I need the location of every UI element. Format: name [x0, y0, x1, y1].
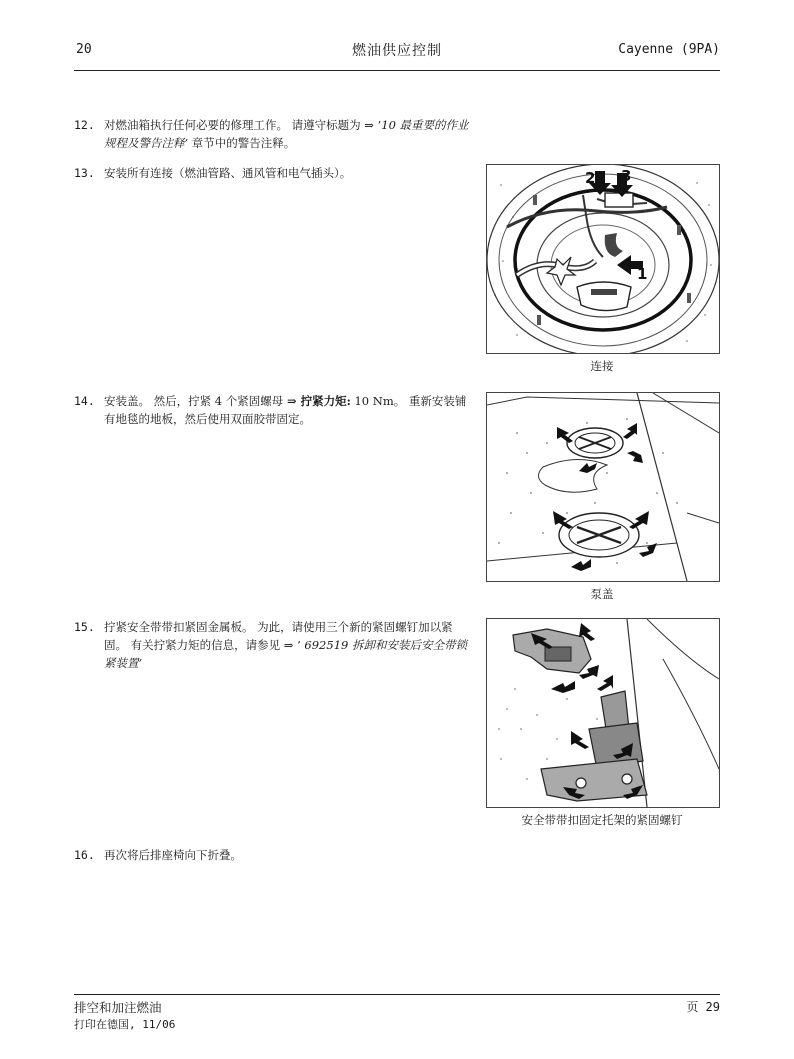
step-number: 16.: [74, 848, 95, 862]
step-16: [74, 846, 474, 864]
step-text: 安装盖。 然后，拧紧 4 个紧固螺母: [104, 394, 287, 408]
step-14: [74, 392, 474, 428]
figure-callout: 2: [585, 169, 596, 187]
figure-seat-belt-bracket: [486, 618, 720, 808]
model-label: Cayenne (9PA): [618, 42, 720, 57]
figure-callout: 3: [621, 167, 632, 185]
torque-label: ⇒ 拧紧力矩:: [286, 394, 351, 408]
figure-caption: 泵盖: [590, 587, 614, 601]
footer-rule: [74, 994, 720, 995]
figure-callout: 1: [637, 265, 648, 283]
step-number: 15.: [74, 620, 95, 634]
step-number: 12.: [74, 118, 95, 132]
figure-caption: 安全带带扣固定托架的紧固螺钉: [521, 813, 683, 827]
footer-print-info: 打印在德国, 11/06: [74, 1018, 176, 1031]
step-number: 14.: [74, 394, 95, 408]
figure-caption: 连接: [590, 359, 614, 373]
step-reference-link[interactable]: 10 最重要的作业规程及警告注释’: [104, 118, 469, 150]
step-text: 对燃油箱执行任何必要的修理工作。 请遵守标题为 ⇒ ’: [104, 118, 382, 132]
step-15: [74, 618, 474, 672]
step-text-after: 章节中的警告注释。: [188, 136, 296, 150]
step-text: 再次将后排座椅向下折叠。: [104, 848, 242, 862]
step-text-after: 10 Nm。 重新安装铺有地毯的地板，然后使用双面胶带固定。: [104, 394, 467, 426]
figure-connections: [486, 164, 720, 354]
header-rule: [74, 70, 720, 71]
page-number: 20: [76, 42, 92, 57]
step-12: [74, 116, 474, 152]
figure-pump-cover: [486, 392, 720, 582]
step-13: [74, 164, 474, 182]
footer-section-title: 排空和加注燃油: [74, 1000, 162, 1015]
step-text: 拧紧安全带带扣紧固金属板。 为此，请使用三个新的紧固螺钉加以紧固。 有关拧紧力矩的信息，请参见 ⇒ ’: [104, 620, 453, 652]
page-title: 燃油供应控制: [352, 43, 442, 59]
step-reference-link[interactable]: 692519 拆卸和安装后安全带锁紧装置’: [104, 638, 467, 670]
step-number: 13.: [74, 166, 95, 180]
step-text: 安装所有连接（燃油管路、通风管和电气插头）。: [104, 166, 352, 180]
footer-page-number: 页 29: [686, 1000, 720, 1014]
